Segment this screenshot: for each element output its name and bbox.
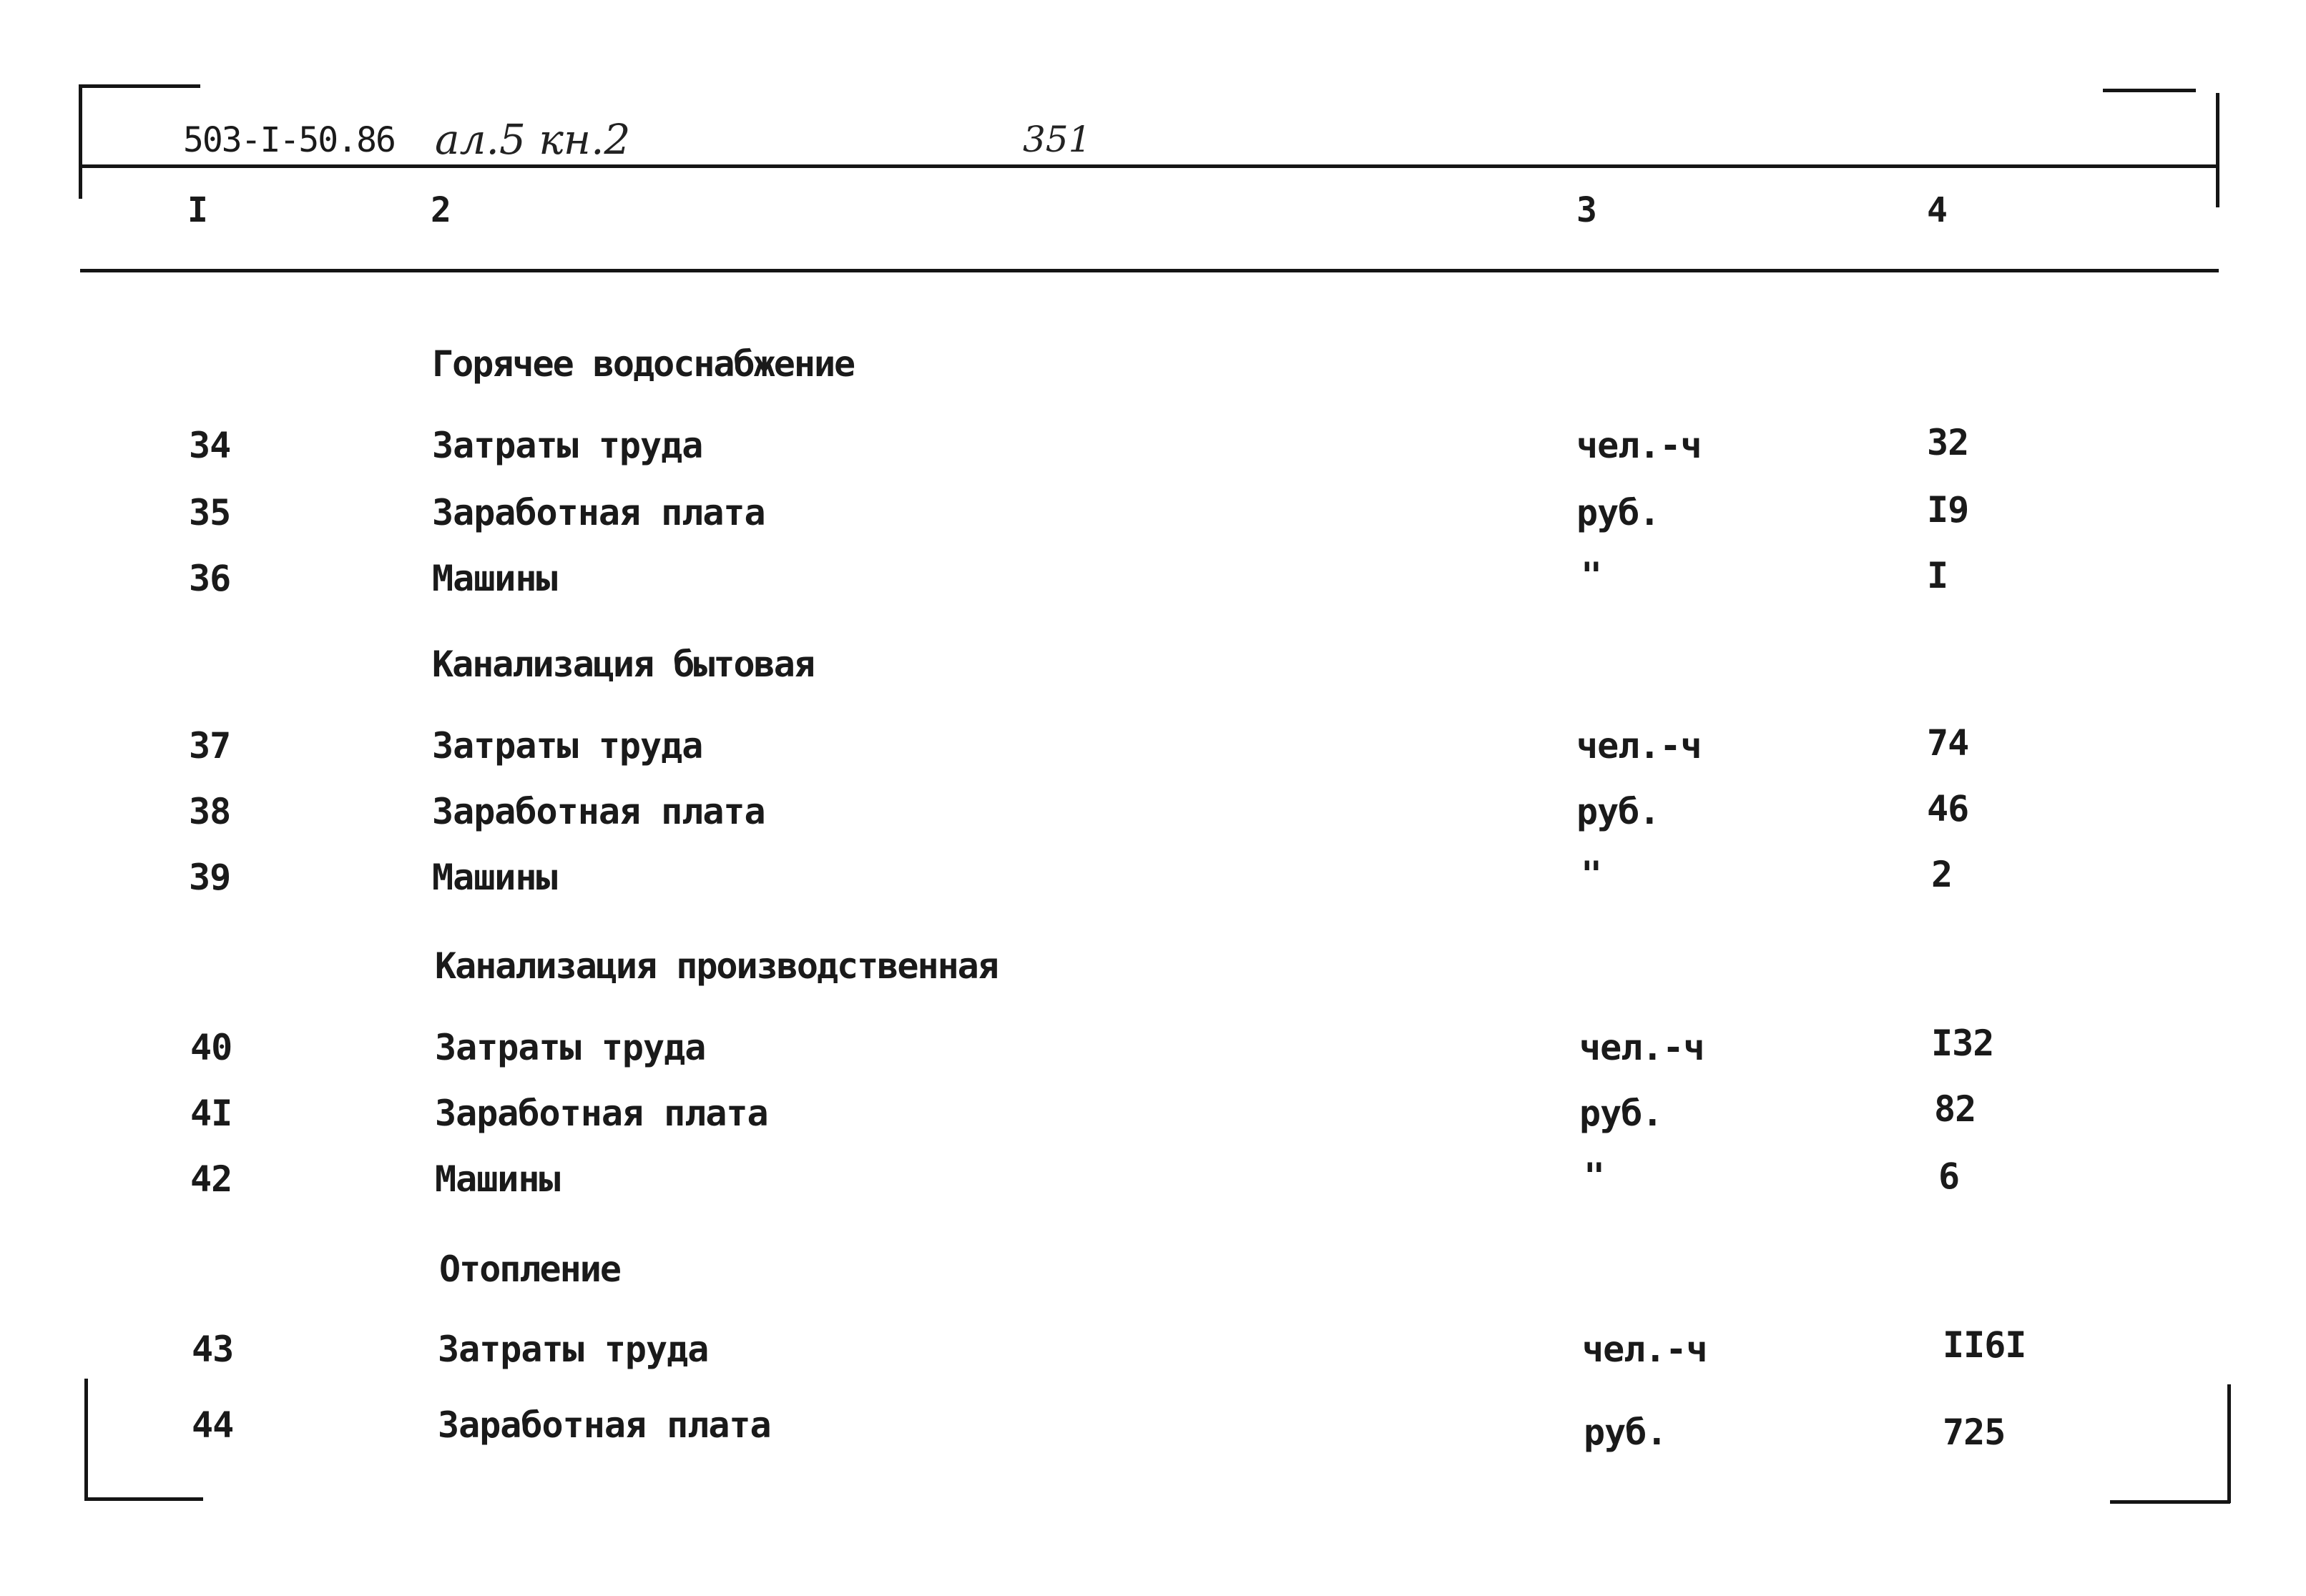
row-name: Заработная плата (438, 1404, 771, 1446)
frame-right-lower-line (2227, 1384, 2231, 1503)
row-unit: чел.-ч (1579, 1027, 1704, 1068)
page-number: 351 (1023, 119, 1091, 160)
row-value: 46 (1927, 788, 1969, 829)
row-value: 6 (1938, 1156, 1960, 1197)
frame-right-upper-line (2216, 93, 2219, 207)
document-code: 503-I-50.86 (183, 120, 395, 160)
section-title: Канализация производственная (435, 945, 998, 987)
section-title: Горячее водоснабжение (432, 343, 855, 385)
row-number: 4I (190, 1093, 232, 1134)
row-name: Машины (435, 1158, 560, 1200)
column-header-3: 3 (1576, 190, 1596, 230)
row-unit: чел.-ч (1576, 425, 1702, 466)
row-name: Затраты труда (432, 425, 703, 466)
column-header-1: I (187, 190, 207, 230)
row-name: Заработная плата (432, 791, 765, 832)
row-name: Заработная плата (435, 1093, 768, 1134)
frame-left-lower-line (84, 1379, 88, 1500)
row-number: 38 (189, 791, 231, 832)
row-number: 44 (192, 1404, 234, 1446)
row-value: 74 (1927, 722, 1969, 764)
section-title: Отопление (439, 1248, 620, 1290)
row-number: 35 (189, 492, 231, 533)
row-name: Заработная плата (432, 492, 765, 533)
row-unit: " (1584, 1156, 1605, 1197)
frame-top-left-line (79, 84, 200, 88)
row-value: I (1927, 555, 1948, 596)
frame-top-right-line (2103, 89, 2196, 92)
row-value: I9 (1927, 489, 1969, 531)
row-value: II6I (1943, 1324, 2026, 1366)
row-number: 43 (192, 1329, 234, 1370)
header-rule (80, 164, 2219, 168)
row-unit: " (1581, 555, 1602, 596)
row-unit: чел.-ч (1576, 725, 1702, 767)
row-value: 32 (1927, 422, 1969, 463)
column-header-2: 2 (431, 190, 451, 230)
row-name: Затраты труда (435, 1027, 706, 1068)
row-number: 40 (190, 1027, 232, 1068)
row-number: 36 (189, 558, 231, 599)
row-value: 725 (1943, 1412, 2006, 1453)
row-name: Машины (432, 857, 557, 898)
row-unit: руб. (1584, 1412, 1667, 1453)
frame-bottom-left-line (84, 1497, 203, 1501)
row-value: 82 (1934, 1088, 1976, 1130)
row-unit: руб. (1579, 1093, 1663, 1134)
column-header-rule (80, 269, 2219, 272)
frame-left-upper-line (79, 84, 82, 199)
row-name: Машины (432, 558, 557, 599)
row-unit: руб. (1576, 791, 1660, 832)
row-unit: " (1581, 854, 1602, 895)
row-value: I32 (1931, 1023, 1994, 1064)
column-header-4: 4 (1927, 190, 1947, 230)
row-unit: руб. (1576, 492, 1660, 533)
row-name: Затраты труда (432, 725, 703, 767)
handwritten-album-reference: ал.5 кн.2 (435, 115, 631, 164)
row-number: 39 (189, 857, 231, 898)
row-name: Затраты труда (438, 1329, 709, 1370)
row-number: 42 (190, 1158, 232, 1200)
row-number: 37 (189, 725, 231, 767)
row-unit: чел.-ч (1582, 1329, 1707, 1370)
row-number: 34 (189, 425, 231, 466)
frame-bottom-right-line (2110, 1500, 2230, 1504)
row-value: 2 (1931, 854, 1953, 895)
section-title: Канализация бытовая (432, 644, 814, 685)
